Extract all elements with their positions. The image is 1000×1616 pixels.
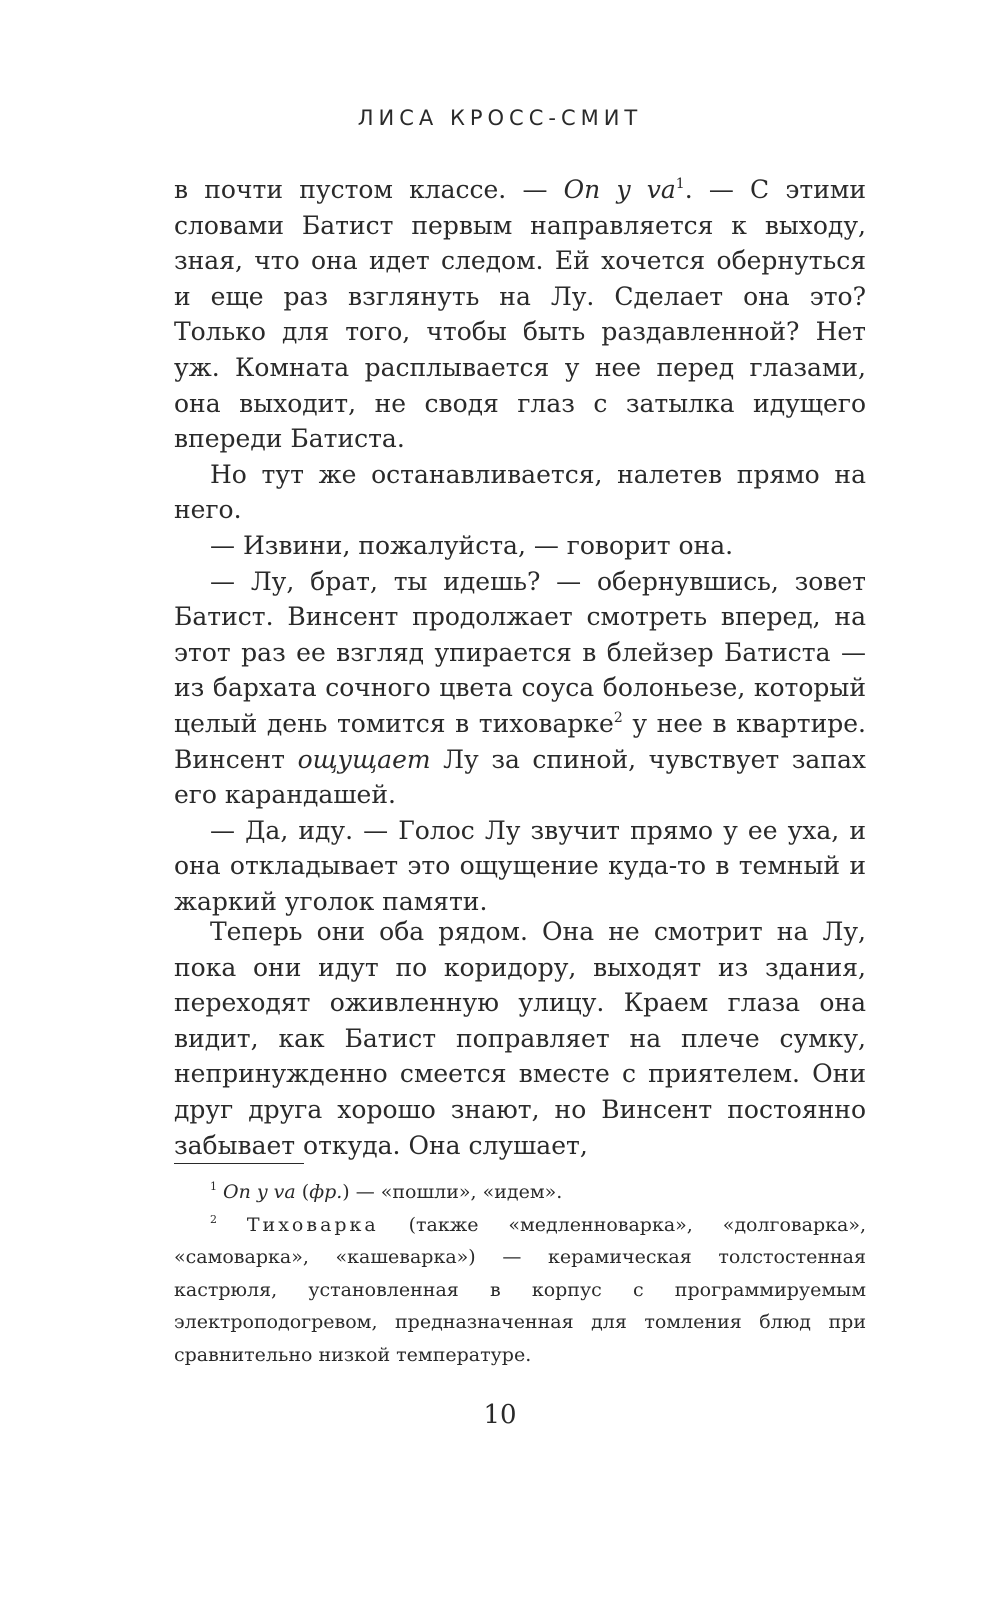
footnote-1-language: фр. [309, 1181, 343, 1203]
footnote-divider [174, 1163, 304, 1164]
paragraph-2: Но тут же останавливается, налетев прямо на него. [174, 459, 866, 525]
paragraph-1-text-a: в почти пустом классе. — [174, 175, 564, 204]
footnote-1-marker: 1 [210, 1180, 217, 1193]
paragraph-4-text-c: Лу за спиной, чувствует запах его карандашей. [174, 744, 867, 810]
paragraph-1-italic-phrase: On y va [563, 175, 676, 204]
footnote-ref-1: 1 [675, 176, 685, 192]
footnotes [174, 1176, 866, 1372]
running-head: ЛИСА КРОСС-СМИТ [357, 106, 643, 130]
paragraph-4-text-b: у нее в квартире. Винсент [174, 708, 866, 774]
footnote-1 [174, 1176, 866, 1209]
paragraph-3: — Извини, пожалуйста, — говорит она. [210, 530, 734, 560]
footnote-1-term: On y va [223, 1181, 296, 1203]
paragraph-5: — Да, иду. — Голос Лу звучит прямо у ее уха, и она откладывает это ощущение куда-то в темный и жаркий уголок памяти. [174, 815, 866, 916]
body-text-top [174, 172, 866, 919]
footnote-2-marker: 2 [210, 1212, 217, 1226]
paragraph-4-italic-word: ощущает [297, 744, 431, 774]
footnote-1-definition: ) — «пошли», «идем». [342, 1181, 563, 1203]
page-number: 10 [483, 1400, 517, 1430]
footnote-1-term-suffix: ( [295, 1181, 310, 1203]
paragraph-4 [174, 564, 866, 813]
footnote-2-definition: (также «медленноварка», «долговарка», «самоварка», «кашеварка») — керамическая толстостенная кастрюля, установленная в корпус с программируемым электроподогревом, предназначенная для томления блюд при сравнительно низкой температуре. [174, 1213, 866, 1366]
paragraph-1-text-b: . — С этими словами Батист первым направляется к выходу, зная, что она идет следом. Ей хочется обернуться и еще раз взглянуть на Лу. Сделает она это? Только для того, чтобы быть раздавленной? Нет уж. Комната расплывается у нее перед глазами, она выходит, не сводя глаз с затылка идущего впереди Батиста. [174, 175, 866, 454]
footnote-2-term: Тиховарка [246, 1213, 379, 1236]
paragraph-6: Теперь они оба рядом. Она не смотрит на Лу, пока они идут по коридору, выходят из здания, переходят оживленную улицу. Краем глаза она видит, как Батист поправляет на плече сумку, непринужденно смеется вместе с приятелем. Они друг друга хорошо знают, но Винсент постоянно забывает откуда. Она слушает, [174, 917, 866, 1160]
paragraph-4-text-a: — Лу, брат, ты идешь? — обернувшись, зовет Батист. Винсент продолжает смотреть вперед, на этот раз ее взгляд упирается в блейзер Батиста — из бархата сочного цвета соуса болоньезе, который целый день томится в тиховарке [174, 566, 866, 738]
footnote-ref-2: 2 [613, 709, 623, 726]
paragraph-1 [174, 172, 866, 457]
footnote-2 [174, 1209, 866, 1372]
body-text-bottom [174, 914, 866, 1163]
